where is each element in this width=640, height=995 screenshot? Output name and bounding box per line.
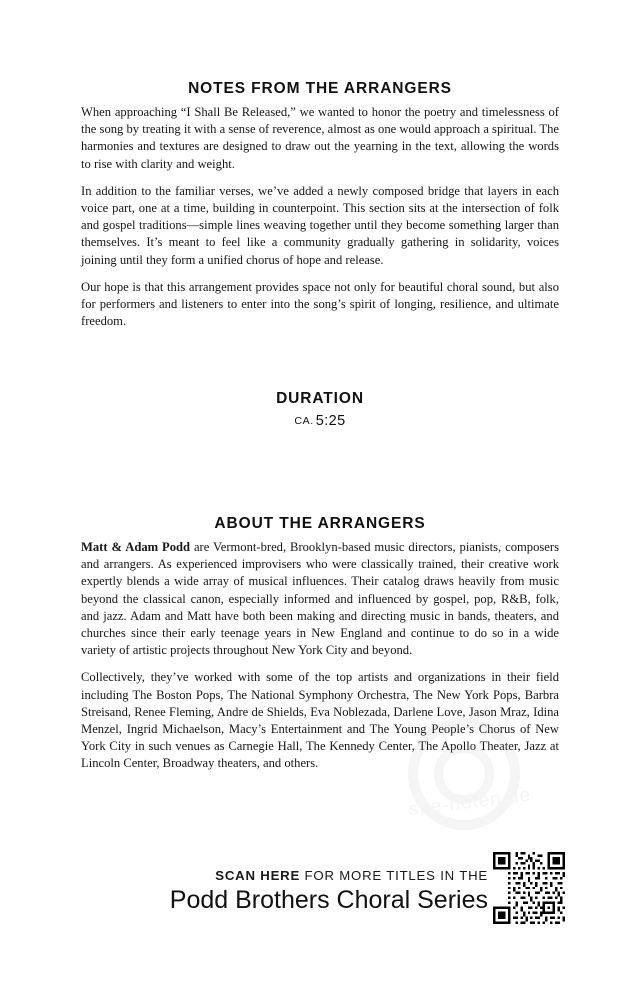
duration-heading: DURATION bbox=[276, 390, 364, 407]
scan-here-strong: SCAN HERE bbox=[215, 868, 301, 883]
notes-from-the-arrangers-heading: NOTES FROM THE ARRANGERS bbox=[188, 80, 452, 97]
series-title: Podd Brothers Choral Series bbox=[169, 886, 488, 914]
notes-paragraph: Our hope is that this arrangement provides space not only for beautiful choral sound, but also for performers and listeners to enter into the song’s spirit of longing, resilience, and ultimate freedom. bbox=[81, 279, 559, 329]
footer bbox=[81, 852, 559, 932]
footer-text-block bbox=[81, 852, 488, 915]
notes-paragraph: In addition to the familiar verses, we’ve added a newly composed bridge that layers in each voice part, one at a time, building in counterpoint. This section sits at the intersection of folk and gospel traditions—simple lines weaving together until they become something larger than themselves. It’s meant to feel like a community gradually gathering in solidarity, voices joining until they form a unified chorus of hope and release. bbox=[81, 183, 559, 267]
scan-here-rest: FOR MORE TITLES IN THE bbox=[300, 868, 488, 883]
about-paragraph: Collectively, they’ve worked with some of the top artists and organizations in their field including The Boston Pops, The National Symphony Orchestra, The New York Pops, Barbra Streisand, Renee Fleming, Andre de Shields, Eva Noblezada, Darlene Love, Jason Mraz, Idina Menzel, Ingrid Michaelson, Macy’s Entertainment and The Young People’s Chorus of New York City in such venues as Carnegie Hall, The Kennedy Center, The Apollo Theater, Jazz at Lincoln Center, Broadway theaters, and others. bbox=[81, 670, 559, 771]
about-the-arrangers-heading: ABOUT THE ARRANGERS bbox=[214, 515, 426, 532]
scan-here-line bbox=[81, 852, 488, 883]
about-paragraph bbox=[81, 539, 559, 659]
qr-code[interactable] bbox=[493, 852, 565, 924]
duration-prefix: CA. bbox=[294, 415, 314, 427]
about-paragraph-rest: are Vermont-bred, Brooklyn-based music directors, pianists, composers and arrangers. As experienced improvisers who were classically trained, their creative work expertly blends a wide array of musical influences. Their catalog draws heavily from music beyond the classical canon, especially informed and influenced by gospel, pop, R&B, folk, and jazz. Adam and Matt have both been making and directing music in bands, theaters, and churches since their early teenage years in New England and continue to do so in a wide variety of artistic projects throughout New York City and beyond. bbox=[81, 540, 559, 658]
arrangers-name: Matt & Adam Podd bbox=[81, 540, 191, 554]
duration-time: 5:25 bbox=[315, 413, 346, 429]
duration-value bbox=[81, 413, 559, 429]
notes-paragraph: When approaching “I Shall Be Released,” we wanted to honor the poetry and timelessness of the song by treating it with a sense of reverence, almost as one would approach a spiritual. The harmonies and textures are designed to draw out the yearning in the text, allowing the words to rise with clarity and weight. bbox=[81, 105, 559, 171]
watermark-text: site-noten.de bbox=[407, 784, 533, 821]
notes-from-the-arrangers-body bbox=[81, 104, 559, 330]
about-the-arrangers-body bbox=[81, 539, 559, 773]
